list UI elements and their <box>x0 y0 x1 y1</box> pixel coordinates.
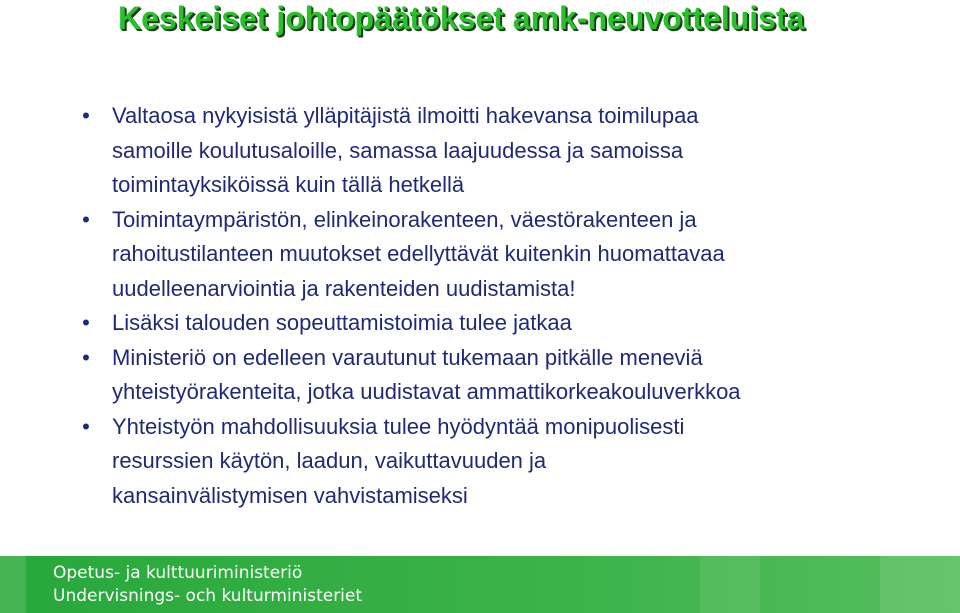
bullet-line: Ministeriö on edelleen varautunut tukemaan pitkälle meneviä <box>112 344 703 370</box>
bullet-line: uudelleenarviointia ja rakenteiden uudistamista! <box>112 275 576 301</box>
bullet-line: rahoitustilanteen muutokset edellyttävät kuitenkin huomattavaa <box>112 241 725 266</box>
footer-stripe <box>700 556 760 613</box>
bullet-line: yhteistyörakenteita, jotka uudistavat ammattikorkeakouluverkkoa <box>112 379 741 404</box>
footer-stripe <box>880 556 960 613</box>
bullet-item <box>76 203 936 307</box>
bullet-line: toimintayksiköissä kuin tällä hetkellä <box>112 172 465 197</box>
bullet-item <box>76 410 936 514</box>
ministry-footer-bar <box>0 556 960 613</box>
bullet-line: Lisäksi talouden sopeuttamistoimia tulee jatkaa <box>112 310 572 335</box>
ministry-name <box>53 562 362 608</box>
bullet-line: Yhteistyön mahdollisuuksia tulee hyödyntää monipuolisesti <box>112 413 685 439</box>
footer-stripe <box>0 556 26 613</box>
bullet-line: Valtaosa nykyisistä ylläpitäjistä ilmoitti hakevansa toimilupaa <box>112 103 699 128</box>
bullet-dot-icon: • <box>82 103 90 128</box>
bullet-dot-icon: • <box>82 206 90 232</box>
bullet-item <box>76 341 936 410</box>
ministry-name-swedish: Undervisnings- och kulturministeriet <box>53 586 363 606</box>
bullet-line: Toimintaympäristön, elinkeinorakenteen, väestörakenteen ja <box>112 206 697 232</box>
bullet-dot-icon: • <box>82 413 90 439</box>
bullet-line: samoille koulutusaloille, samassa laajuudessa ja samoissa <box>112 137 684 163</box>
ministry-name-finnish: Opetus- ja kulttuuriministeriö <box>53 563 303 583</box>
bullet-line: resurssien käytön, laadun, vaikuttavuuden ja <box>112 448 547 473</box>
bullet-line: kansainvälistymisen vahvistamiseksi <box>112 482 468 508</box>
bullet-dot-icon: • <box>82 310 90 335</box>
bullet-list <box>76 99 936 513</box>
bullet-item <box>76 306 936 341</box>
bullet-dot-icon: • <box>82 344 90 370</box>
bullet-item <box>76 99 936 203</box>
slide-title: Keskeiset johtopäätökset amk-neuvotteluista <box>118 0 805 36</box>
